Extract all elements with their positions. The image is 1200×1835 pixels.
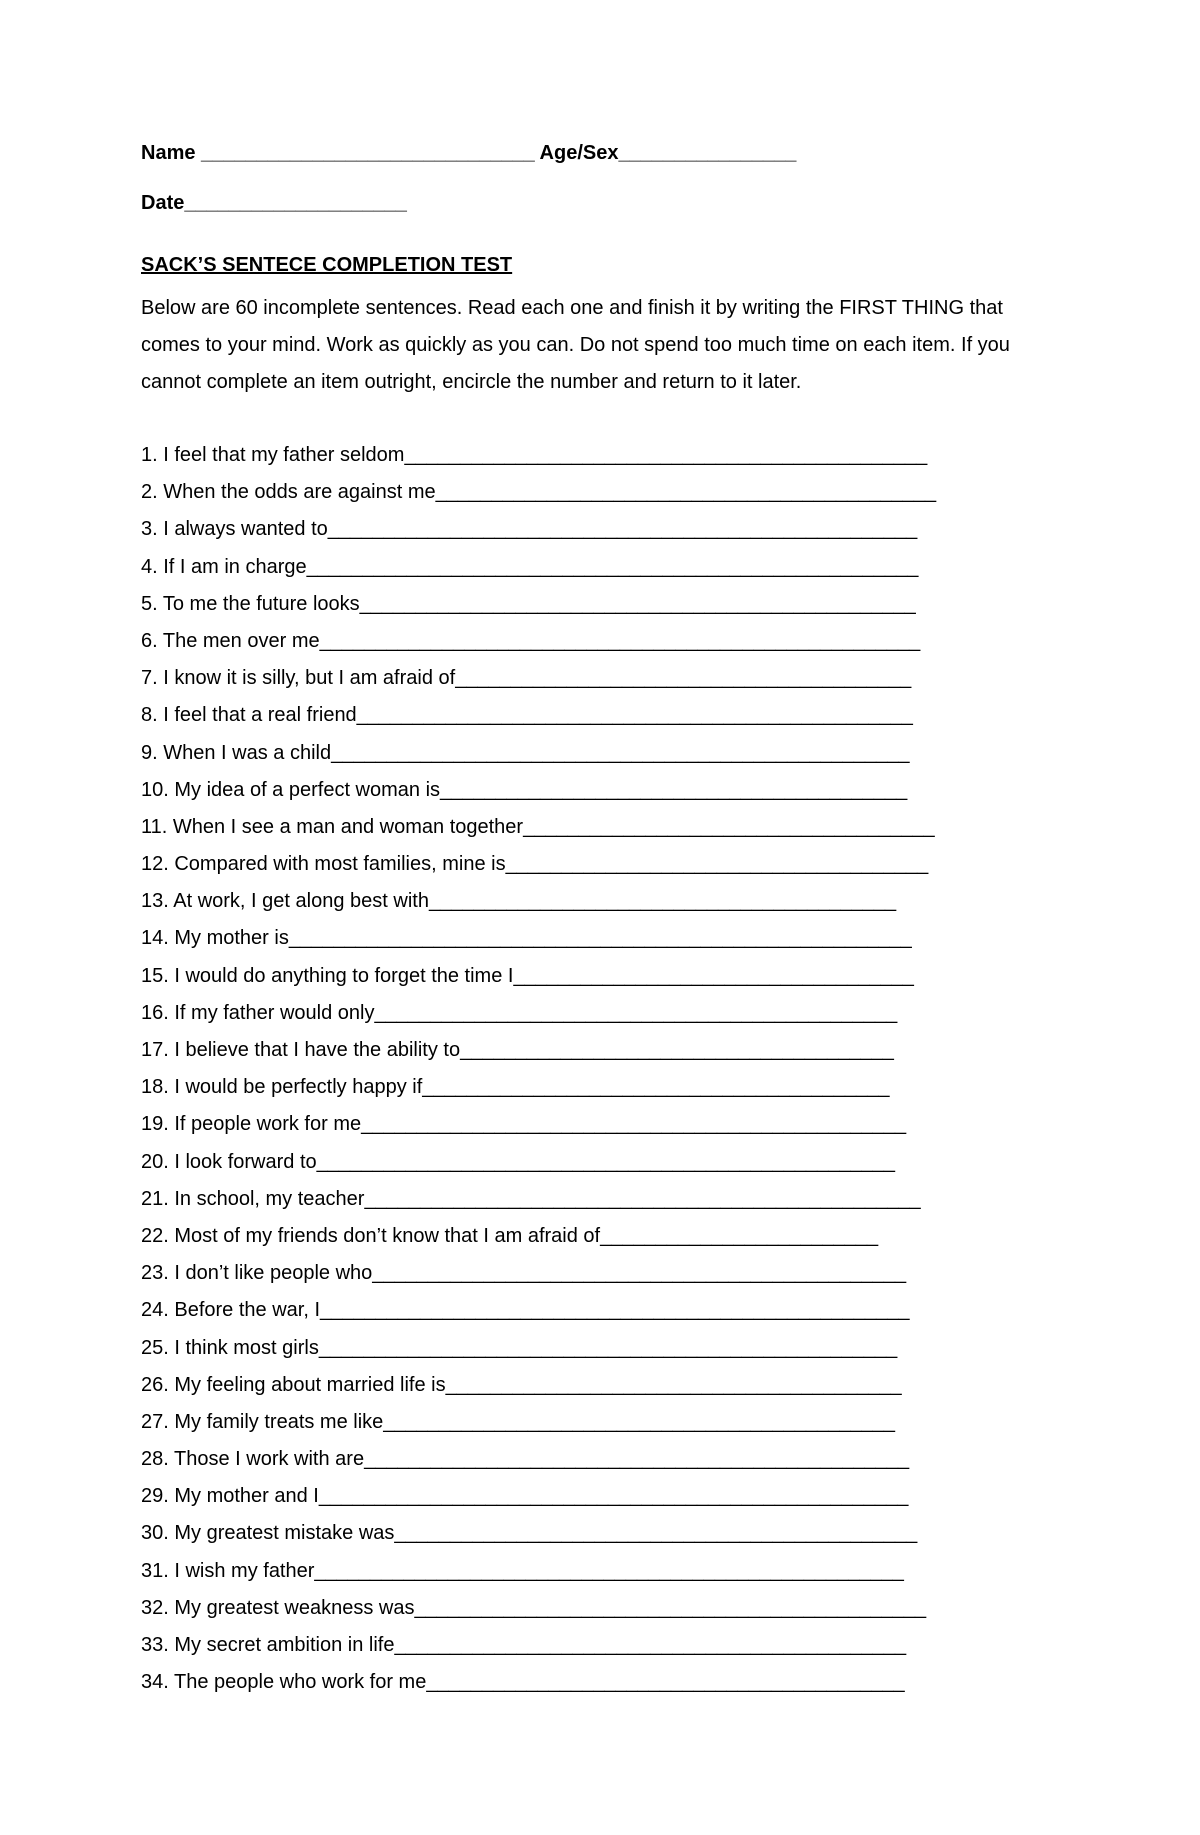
sentence-item: 22. Most of my friends don’t know that I am afraid of_________________________	[141, 1224, 879, 1247]
sentence-item: 31. I wish my father_____________________________________________________	[141, 1559, 904, 1582]
date-line: Date____________________	[141, 192, 407, 214]
sentence-item: 6. The men over me______________________________________________________	[141, 629, 921, 652]
sentence-item: 10. My idea of a perfect woman is__________________________________________	[141, 778, 908, 801]
sentence-item: 7. I know it is silly, but I am afraid of_________________________________________	[141, 667, 912, 690]
sentence-item: 23. I don’t like people who________________________________________________	[141, 1262, 907, 1285]
sentence-item: 4. If I am in charge_______________________________________________________	[141, 555, 919, 578]
instructions-paragraph: Below are 60 incomplete sentences. Read each one and finish it by writing the FIRST THING that comes to your mind. Work as quickly as you can. Do not spend too much time on each item. If you cannot complete an item outright, encircle the number and return to it later.	[141, 297, 1010, 393]
sentence-item: 8. I feel that a real friend__________________________________________________	[141, 704, 913, 727]
name-age-sex-line: Name ______________________________ Age/Sex________________	[141, 142, 797, 164]
sentence-item: 1. I feel that my father seldom_______________________________________________	[141, 444, 928, 466]
sentence-item: 27. My family treats me like______________________________________________	[141, 1410, 895, 1433]
sentence-item: 32. My greatest weakness was______________________________________________	[141, 1596, 927, 1619]
sentence-item: 19. If people work for me_________________________________________________	[141, 1113, 907, 1136]
sentence-item: 26. My feeling about married life is_________________________________________	[141, 1373, 902, 1396]
sentence-item: 15. I would do anything to forget the time I____________________________________	[141, 964, 914, 987]
sentence-item: 16. If my father would only_______________________________________________	[141, 1001, 898, 1024]
test-title: SACK’S SENTECE COMPLETION TEST	[141, 254, 513, 276]
sentence-item: 14. My mother is________________________________________________________	[141, 927, 912, 950]
sentence-item: 30. My greatest mistake was_______________________________________________	[141, 1522, 918, 1545]
sentence-item: 33. My secret ambition in life______________________________________________	[141, 1634, 907, 1656]
sentence-item: 12. Compared with most families, mine is______________________________________	[141, 853, 929, 876]
sentence-item: 29. My mother and I_____________________________________________________	[141, 1485, 909, 1508]
sentence-item: 24. Before the war, I_____________________________________________________	[141, 1299, 910, 1322]
sentence-list	[141, 437, 1066, 1701]
sentence-item: 21. In school, my teacher__________________________________________________	[141, 1187, 921, 1210]
sentence-item: 5. To me the future looks__________________________________________________	[141, 592, 916, 615]
sentence-item: 18. I would be perfectly happy if__________________________________________	[141, 1076, 890, 1099]
sentence-item: 25. I think most girls____________________________________________________	[141, 1336, 898, 1359]
sentence-item: 11. When I see a man and woman together_____________________________________	[141, 815, 935, 838]
sentence-item: 34. The people who work for me___________________________________________	[141, 1671, 905, 1694]
sentence-item: 20. I look forward to____________________________________________________	[141, 1150, 896, 1173]
sentence-item: 28. Those I work with are_________________________________________________	[141, 1448, 910, 1471]
sentence-item: 9. When I was a child____________________________________________________	[141, 741, 910, 764]
sentence-item: 17. I believe that I have the ability to_______________________________________	[141, 1039, 894, 1061]
sentence-item: 3. I always wanted to_____________________________________________________	[141, 518, 918, 541]
sentence-item: 13. At work, I get along best with__________________________________________	[141, 890, 897, 913]
sentence-item: 2. When the odds are against me_____________________________________________	[141, 481, 937, 504]
